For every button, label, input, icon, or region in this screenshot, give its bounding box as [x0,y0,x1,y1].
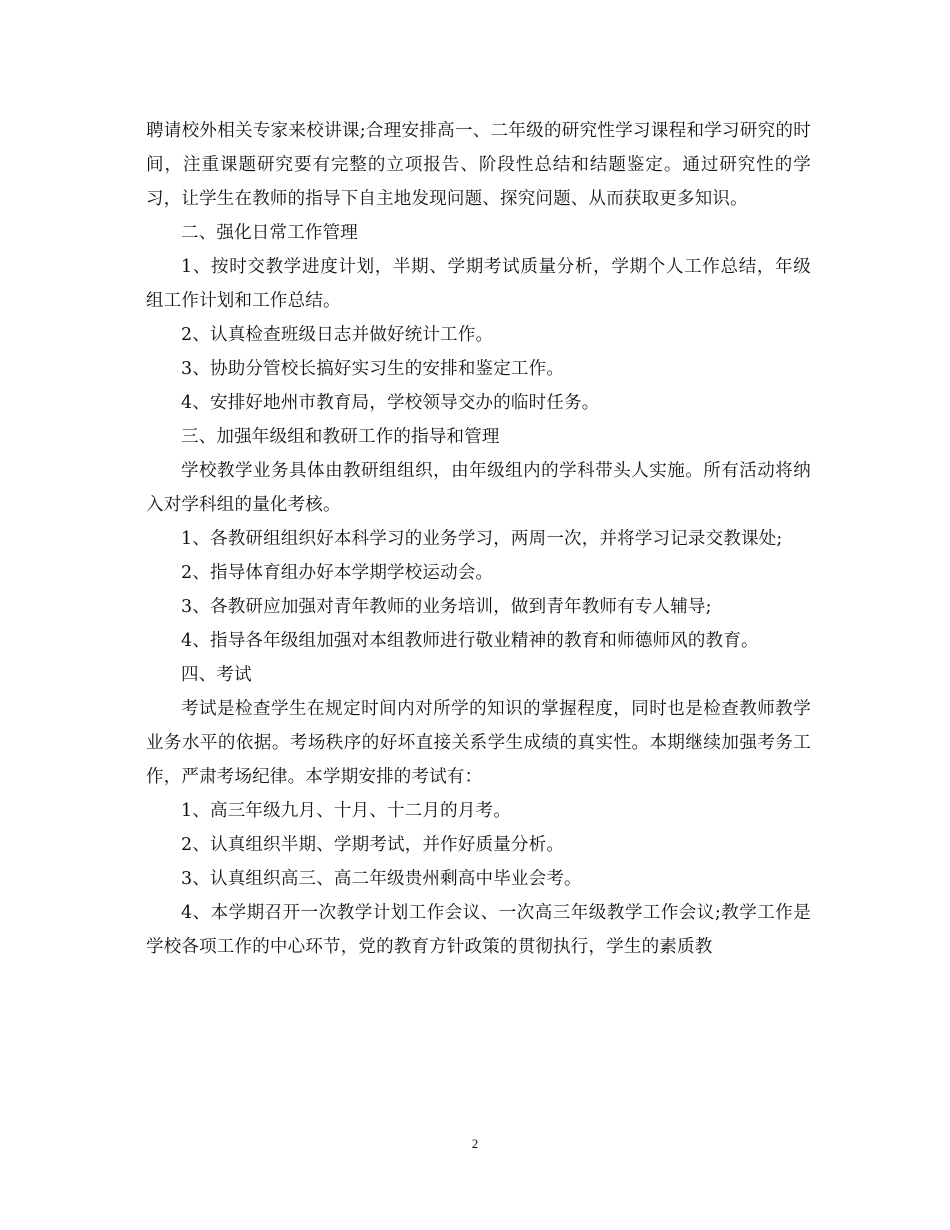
list-item: 2、认真检查班级日志并做好统计工作。 [181,325,494,345]
list-item: 4、安排好地州市教育局，学校领导交办的临时任务。 [181,393,600,413]
list-item: 4、指导各年级组加强对本组教师进行敬业精神的教育和师德师风的教育。 [181,631,759,651]
document-body [146,114,811,964]
list-item: 3、各教研应加强对青年教师的业务培训，做到青年教师有专人辅导; [181,597,712,617]
list-item: 1、按时交教学进度计划，半期、学期考试质量分析，学期个人工作总结，年级组工作计划和工作总结。 [146,257,811,311]
list-item: 1、高三年级九月、十月、十二月的月考。 [181,801,511,821]
list-item: 3、协助分管校长搞好实习生的安排和鉴定工作。 [181,359,565,379]
list-item: 2、认真组织半期、学期考试，并作好质量分析。 [181,835,565,855]
list-item: 1、各教研组组织好本科学习的业务学习，两周一次，并将学习记录交教课处; [181,529,783,549]
paragraph: 学校教学业务具体由教研组组织，由年级组内的学科带头人实施。所有活动将纳入对学科组的量化考核。 [146,461,811,515]
list-item: 4、本学期召开一次教学计划工作会议、一次高三年级教学工作会议;教学工作是学校各项工作的中心环节，党的教育方针政策的贯彻执行，学生的素质教 [146,903,811,957]
list-item: 3、认真组织高三、高二年级贵州剩高中毕业会考。 [181,869,582,889]
paragraph-continuation: 聘请校外相关专家来校讲课;合理安排高一、二年级的研究性学习课程和学习研究的时间，注重课题研究要有完整的立项报告、阶段性总结和结题鉴定。通过研究性的学习，让学生在教师的指导下自主地发现问题、探究问题、从而获取更多知识。 [146,121,811,209]
paragraph: 考试是检查学生在规定时间内对所学的知识的掌握程度，同时也是检查教师教学业务水平的依据。考场秩序的好坏直接关系学生成绩的真实性。本期继续加强考务工作，严肃考场纪律。本学期安排的考试有： [146,699,811,787]
section-heading-2: 二、强化日常工作管理 [181,223,358,243]
page-number: 2 [471,1136,479,1151]
section-heading-4: 四、考试 [181,665,252,685]
list-item: 2、指导体育组办好本学期学校运动会。 [181,563,494,583]
section-heading-3: 三、加强年级组和教研工作的指导和管理 [181,427,500,447]
